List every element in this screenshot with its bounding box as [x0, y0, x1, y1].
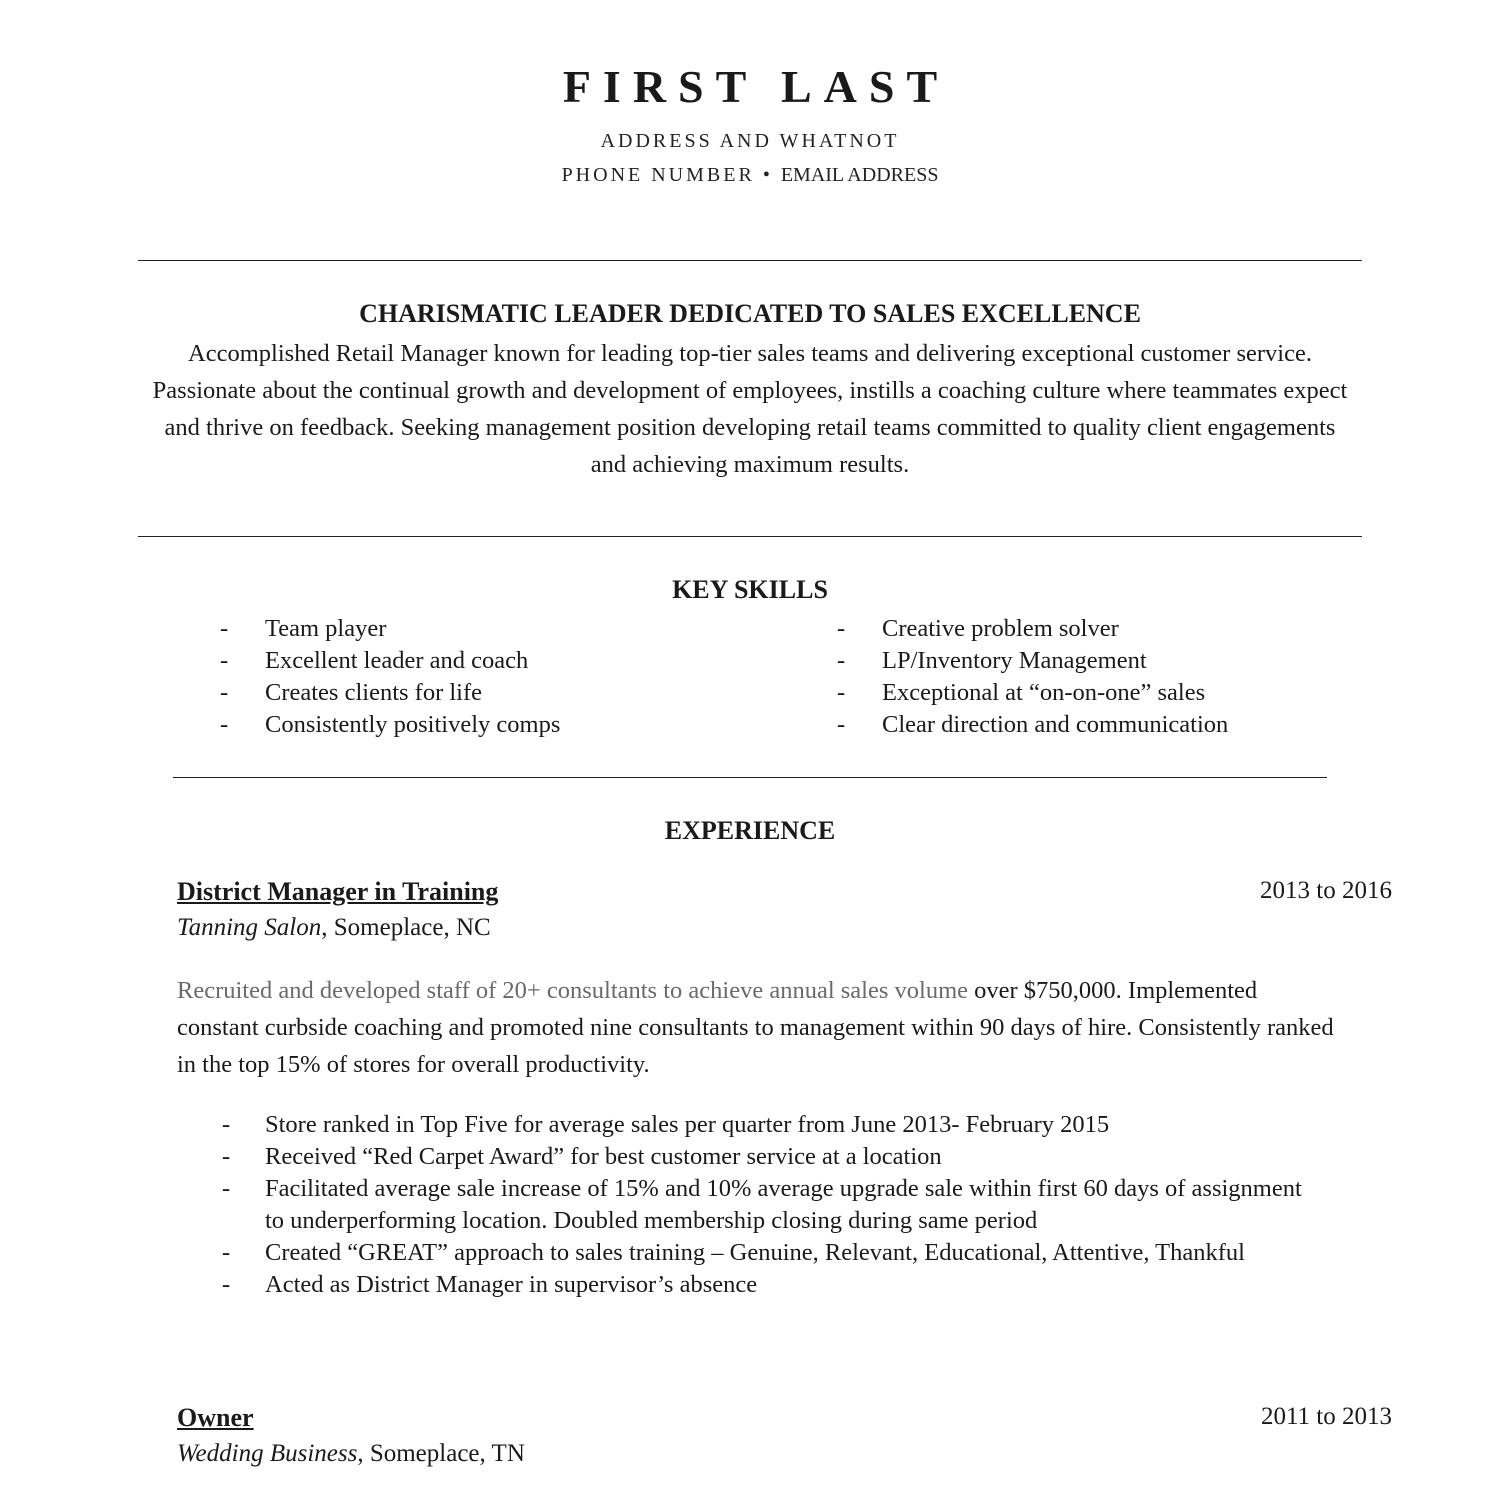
skills-left-column — [220, 613, 780, 741]
skill-item: - Creative problem solver — [837, 613, 1397, 645]
skill-item: - Creates clients for life — [220, 677, 780, 709]
job-achievements — [222, 1109, 1322, 1301]
contact-line — [0, 164, 1500, 187]
dash-marker: - — [220, 647, 229, 674]
dash-marker: - — [837, 711, 846, 738]
job-dates: 2013 to 2016 — [1260, 877, 1392, 904]
company-location: , Someplace, TN — [357, 1440, 525, 1467]
achievement-item: - Facilitated average sale increase of 15% and 10% average upgrade sale within first 60 days of assignment to underperforming location. Doubled membership closing during same period — [222, 1175, 1302, 1234]
dash-marker: - — [222, 1239, 231, 1266]
divider-skills — [173, 777, 1327, 778]
description-text: over $750,000. Implemented constant curbside coaching and promoted nine consultants to management within 90 days of hire. Consistently ranked in the top 15% of stores for overall productivity. — [177, 977, 1334, 1078]
job-dates: 2011 to 2013 — [1260, 1403, 1392, 1430]
skill-item: - LP/Inventory Management — [837, 645, 1397, 677]
dash-marker: - — [222, 1175, 231, 1202]
dash-marker: - — [837, 679, 846, 706]
skill-item: - Clear direction and communication — [837, 709, 1397, 741]
skill-item: - Excellent leader and coach — [220, 645, 780, 677]
dash-marker: - — [220, 615, 229, 642]
summary-text: Accomplished Retail Manager known for leading top-tier sales teams and delivering exceptional customer service. Passionate about the continual growth and development of employees, instills a coaching culture where teammates expect and thrive on feedback. Seeking management position developing retail teams committed to quality client engagements and achieving maximum results. — [152, 340, 1348, 478]
job-title: District Manager in Training — [177, 877, 499, 906]
company-name: Wedding Business — [177, 1440, 358, 1467]
company-location: , Someplace, NC — [321, 914, 491, 941]
candidate-name: FIRST LAST — [562, 61, 950, 112]
phone-number: PHONE NUMBER — [561, 164, 755, 186]
summary-heading: CHARISMATIC LEADER DEDICATED TO SALES EXCELLENCE — [359, 299, 1141, 328]
bullet-separator: • — [762, 164, 773, 186]
address-line: ADDRESS AND WHATNOT — [600, 130, 900, 152]
experience-heading: EXPERIENCE — [664, 816, 836, 845]
company-name: Tanning Salon — [177, 914, 322, 941]
skill-item: - Exceptional at “on-on-one” sales — [837, 677, 1397, 709]
achievement-item: - Created “GREAT” approach to sales training – Genuine, Relevant, Educational, Attentive, Thankful — [222, 1237, 1322, 1269]
email-address: EMAIL ADDRESS — [780, 164, 939, 186]
job-description — [177, 972, 1337, 1083]
skills-heading: KEY SKILLS — [672, 575, 828, 604]
job-title: Owner — [177, 1403, 254, 1432]
divider-top — [138, 260, 1362, 261]
dash-marker: - — [220, 679, 229, 706]
dash-marker: - — [222, 1143, 231, 1170]
dash-marker: - — [222, 1271, 231, 1298]
dash-marker: - — [837, 615, 846, 642]
skills-right-column — [837, 613, 1397, 741]
dash-marker: - — [220, 711, 229, 738]
divider-summary — [138, 536, 1362, 537]
job-company — [177, 914, 491, 942]
achievement-item: - Store ranked in Top Five for average sales per quarter from June 2013- February 2015 — [222, 1109, 1322, 1141]
skill-item: - Consistently positively comps — [220, 709, 780, 741]
job-company — [177, 1440, 525, 1468]
achievement-item: - Acted as District Manager in supervisor’s absence — [222, 1269, 1322, 1301]
skill-item: - Team player — [220, 613, 780, 645]
description-highlight: Recruited and developed staff of 20+ consultants to achieve annual sales volume — [177, 977, 968, 1004]
achievement-item: - Received “Red Carpet Award” for best customer service at a location — [222, 1141, 1322, 1173]
dash-marker: - — [837, 647, 846, 674]
dash-marker: - — [222, 1111, 231, 1138]
